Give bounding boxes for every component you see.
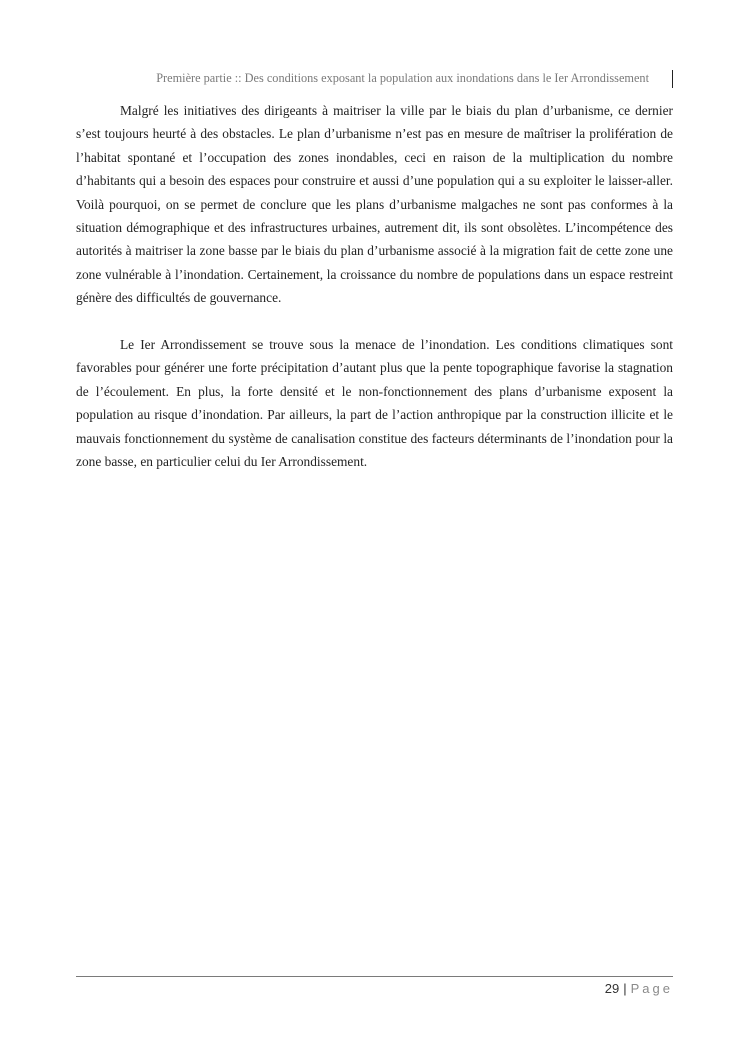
body-paragraph: Le Ier Arrondissement se trouve sous la menace de l’inondation. Les conditions climatiques sont favorables pour générer une forte précipitation d’autant plus que la pente topographique favorise la stagnation de l’écoulement. En plus, la forte densité et le non-fonctionnement des plans d’urbanisme exposent la population au risque d’inondation. Par ailleurs, la part de l’action anthropique par la construction illicite et le mauvais fonctionnement du système de canalisation constitue des facteurs déterminants de l’inondation pour la zone basse, en particulier celui du Ier Arrondissement. [76,337,673,470]
footer-rule [76,976,673,977]
header-divider [672,70,673,88]
page-label: Page [630,981,673,996]
page-number: 29 [604,981,620,996]
running-header [76,70,673,90]
body-paragraph: Malgré les initiatives des dirigeants à maitriser la ville par le biais du plan d’urbanisme, ce dernier s’est toujours heurté à des obstacles. Le plan d’urbanisme n’est pas en mesure de maîtriser la prolifération de l’habitat spontané et l’occupation des zones inondables, ceci en raison de la multiplication du nombre d’habitants qui a besoin des espaces pour construire et aussi d’une population qui a su exploiter le laisser-aller. Voilà pourquoi, on se permet de conclure que les plans d’urbanisme malgaches ne sont pas conformes à la situation démographique et des infrastructures urbaines, autrement dit, ils sont obsolètes. L’incompétence des autorités à maitriser la zone basse par le biais du plan d’urbanisme associé à la migration fait de cette zone une zone vulnérable à l’inondation. Certainement, la croissance du nombre de populations dans un espace restreint génère des difficultés de gouvernance. [76,103,673,306]
page-footer [605,980,673,998]
running-header-title: Première partie :: Des conditions exposant la population aux inondations dans le Ier Arrondissement [156,70,649,85]
page-body [76,99,673,473]
footer-separator: | [623,981,627,996]
